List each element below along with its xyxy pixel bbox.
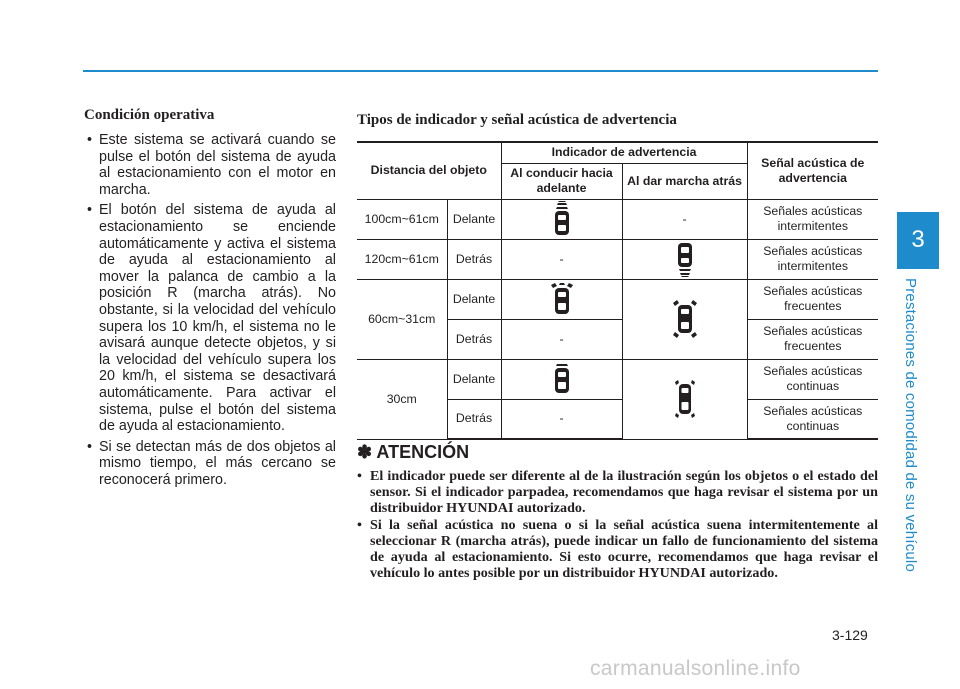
sound-cell: Señales acústicas continuas [747, 399, 878, 439]
top-rule [83, 70, 878, 72]
section-title: Condición operativa [84, 107, 215, 123]
reversing-cell: - [622, 199, 747, 239]
distance-cell: 60cm~31cm [357, 279, 447, 359]
chapter-tab [897, 212, 939, 269]
header-reversing: Al dar marcha atrás [622, 163, 747, 199]
position-cell: Delante [447, 199, 501, 239]
sound-cell: Señales acústicas continuas [747, 359, 878, 399]
table-title: Tipos de indicador y señal acústica de advertencia [357, 112, 677, 128]
driving-cell: - [501, 239, 622, 279]
distance-cell: 30cm [357, 359, 447, 439]
page-number: 3-129 [832, 627, 868, 643]
car-all-corners-icon [674, 380, 696, 418]
car-all-corners-icon [672, 299, 698, 339]
left-column [84, 107, 336, 492]
chapter-title: Prestaciones de comodidad de su vehículo [902, 278, 919, 573]
sound-cell: Señales acústicas frecuentes [747, 279, 878, 319]
header-indicator: Indicador de advertencia [501, 142, 747, 163]
sound-cell: Señales acústicas intermitentes [747, 199, 878, 239]
car-rear-sensor-icon [675, 241, 695, 277]
car-front-sensor-icon [552, 201, 572, 237]
distance-cell: 120cm~61cm [357, 239, 447, 279]
driving-cell [501, 279, 622, 319]
driving-cell [501, 359, 622, 399]
list-item: • Si se detectan más de dos objetos al mismo tiempo, el más cercano se reconocerá primero. [84, 439, 336, 489]
list-item: • El indicador puede ser diferente al de la ilustración según los objetos o el estado del sensor. Si el indicador parpadea, recomendamos que haga revisar el sistema por un distribuidor HYUNDAI autorizado. [357, 468, 878, 517]
sound-cell: Señales acústicas intermitentes [747, 239, 878, 279]
right-column [357, 112, 878, 440]
driving-cell: - [501, 319, 622, 359]
driving-cell: - [501, 399, 622, 439]
warning-table [357, 141, 878, 440]
header-distance: Distancia del objeto [357, 142, 501, 199]
car-front-sensor-icon [552, 364, 572, 394]
position-cell: Detrás [447, 399, 501, 439]
sound-cell: Señales acústicas frecuentes [747, 319, 878, 359]
header-sound: Señal acústica de advertencia [747, 142, 878, 199]
reversing-cell [622, 359, 747, 439]
distance-cell: 100cm~61cm [357, 199, 447, 239]
car-front-corners-icon [550, 282, 574, 316]
attention-title: ✽ ATENCIÓN [357, 442, 470, 462]
position-cell: Detrás [447, 319, 501, 359]
position-cell: Delante [447, 359, 501, 399]
condition-list [84, 132, 336, 488]
reversing-cell [622, 279, 747, 359]
position-cell: Detrás [447, 239, 501, 279]
position-cell: Delante [447, 279, 501, 319]
chapter-title-vertical [902, 278, 932, 573]
reversing-cell [622, 239, 747, 279]
list-item: • Este sistema se activará cuando se pulse el botón del sistema de ayuda al estacionamiento con el motor en marcha. [84, 132, 336, 198]
driving-cell [501, 199, 622, 239]
watermark: carmanualsonline.info [590, 657, 801, 680]
attention-list [357, 468, 878, 581]
header-driving: Al conducir hacia adelante [501, 163, 622, 199]
list-item: • El botón del sistema de ayuda al estacionamiento se enciende automáticamente y activa el sistema de ayuda al estacionamiento al mover la palanca de cambio a la posición R (marcha atrás). No obstante, si la velocidad del vehículo supera los 10 km/h, el sistema no le avisará aunque detecte objetos, y si la velocidad del vehículo supera los 20 km/h, el sistema se desactivará automáticamente. Para activar el sistema, pulse el botón del sistema de ayuda al estacionamiento. [84, 202, 336, 434]
list-item: • Si la señal acústica no suena o si la señal acústica suena intermitentemente al seleccionar R (marcha atrás), puede indicar un fallo de funcionamiento del sistema de ayuda al estacionamiento. Si esto ocurre, recomendamos que haga revisar el vehículo lo antes posible por un distribuidor HYUNDAI autorizado. [357, 517, 878, 582]
chapter-number: 3 [911, 226, 925, 253]
